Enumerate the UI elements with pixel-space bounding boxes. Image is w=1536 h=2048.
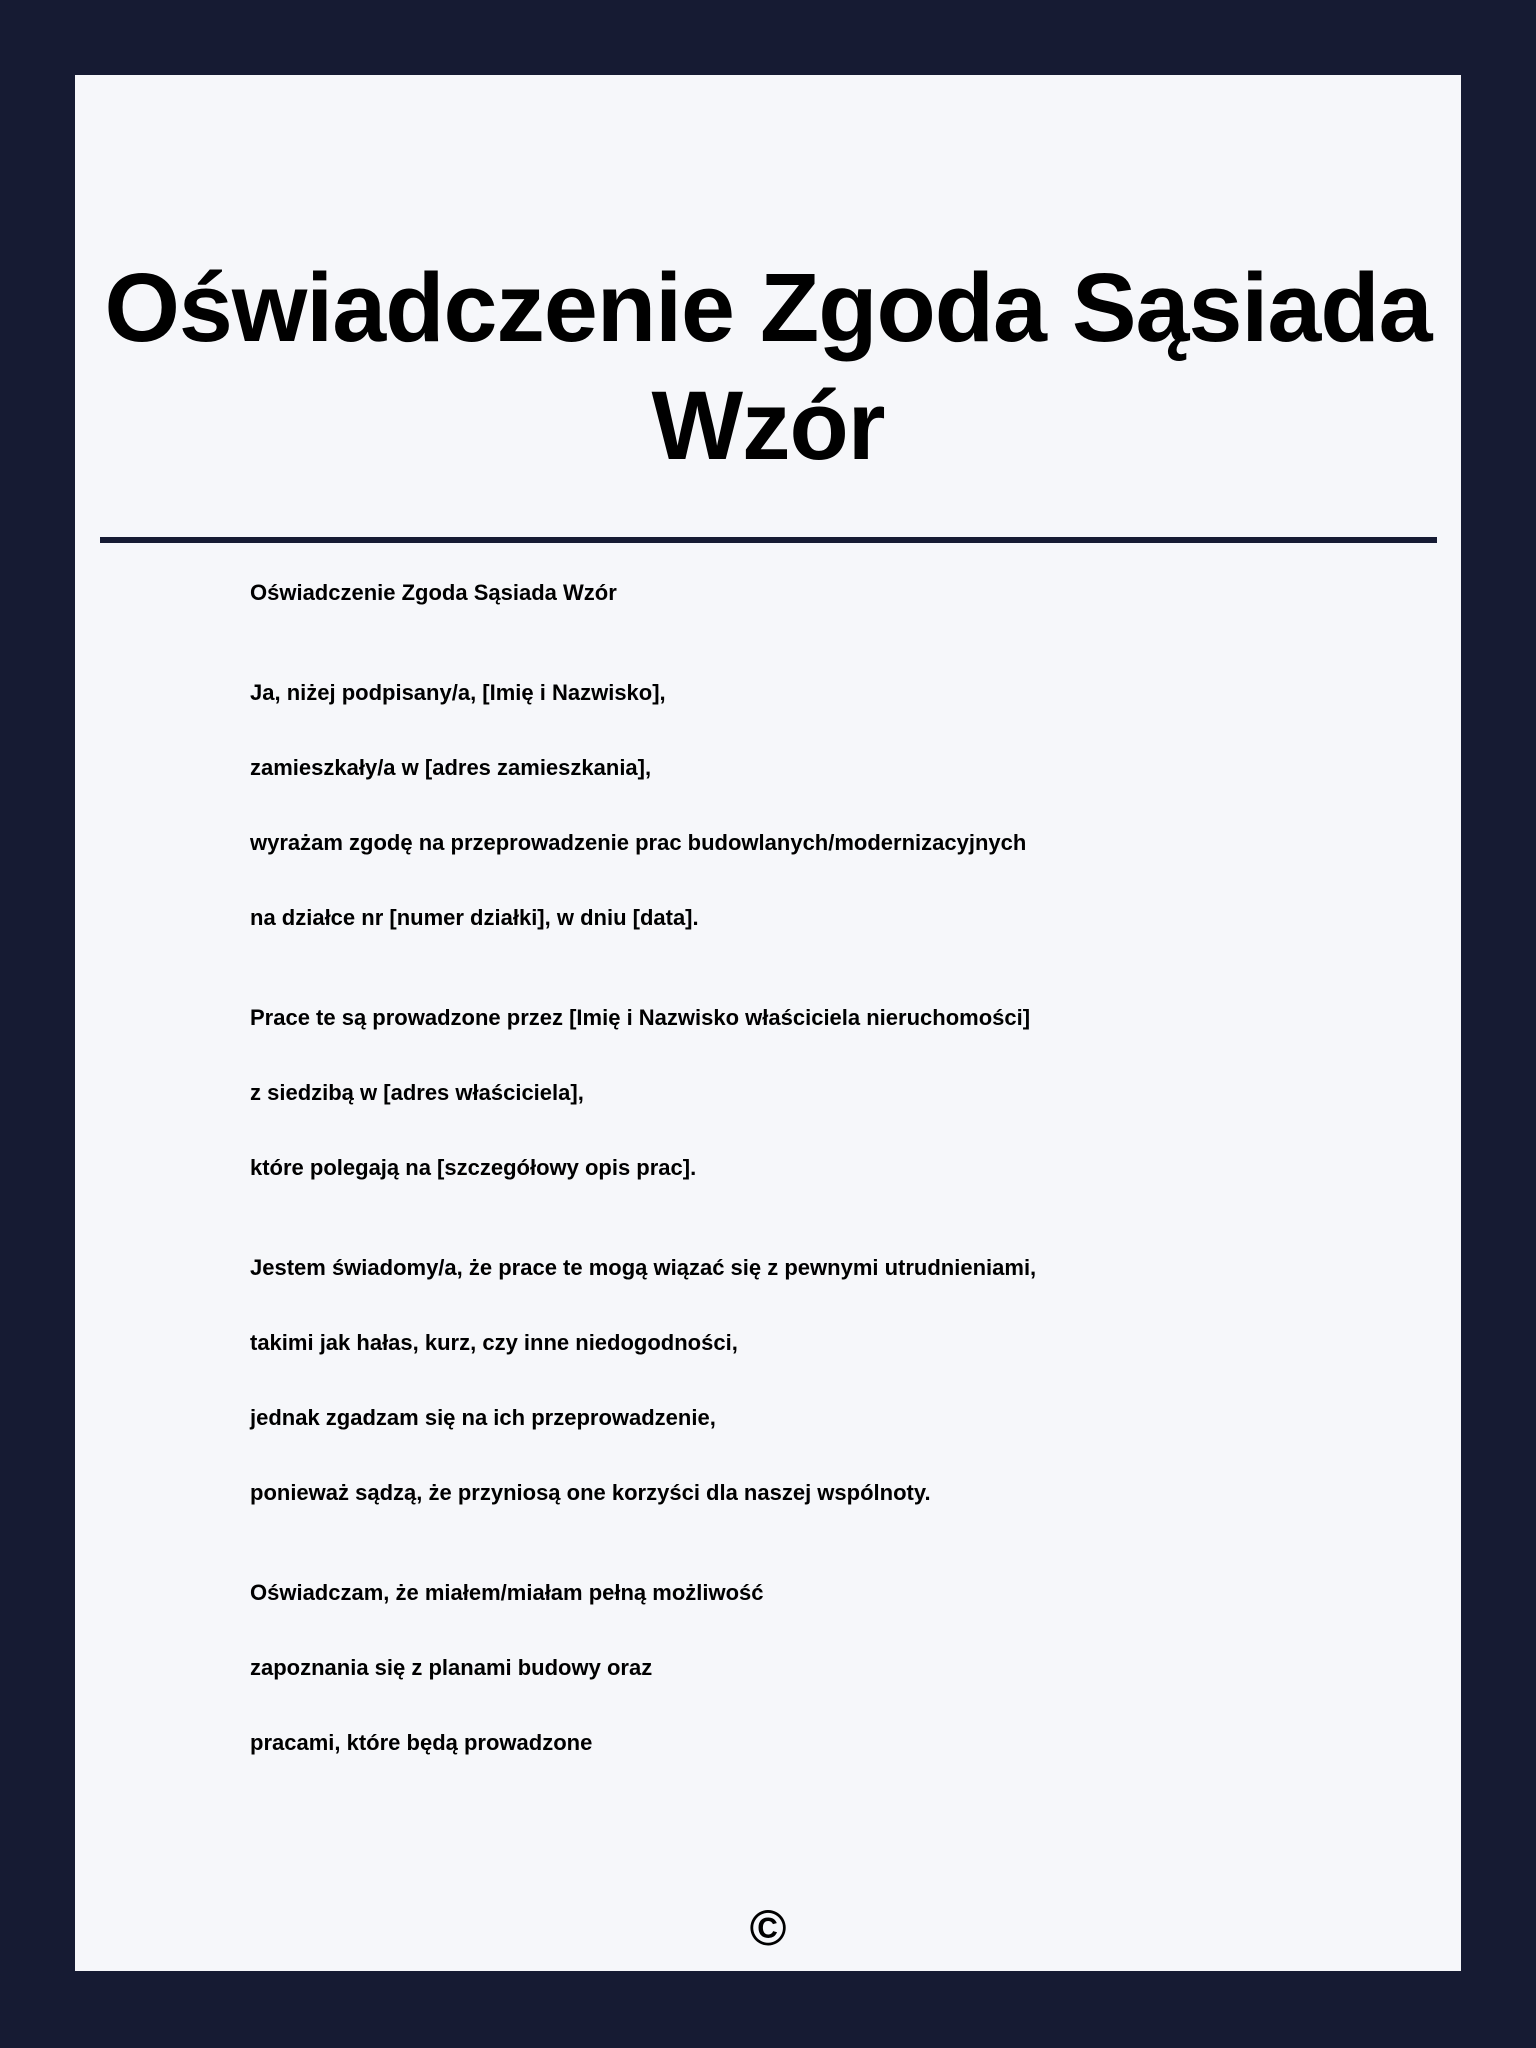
body-line: zamieszkały/a w [adres zamieszkania], bbox=[250, 755, 652, 780]
paragraph-declaration bbox=[250, 680, 1431, 931]
body-line: takimi jak hałas, kurz, czy inne niedogodności, bbox=[250, 1330, 738, 1355]
body-line: z siedzibą w [adres właściciela], bbox=[250, 1080, 584, 1105]
body-line: pracami, które będą prowadzone bbox=[250, 1730, 593, 1755]
paragraph-statement bbox=[250, 1580, 1431, 1756]
paragraph-heading bbox=[250, 580, 1431, 606]
body-line: wyrażam zgodę na przeprowadzenie prac budowlanych/modernizacyjnych bbox=[250, 830, 1027, 855]
body-line: Prace te są prowadzone przez [Imię i Nazwisko właściciela nieruchomości] bbox=[250, 1005, 1031, 1030]
body-line: zapoznania się z planami budowy oraz bbox=[250, 1655, 653, 1680]
paragraph-works bbox=[250, 1005, 1431, 1181]
body-line: jednak zgadzam się na ich przeprowadzenie, bbox=[250, 1405, 716, 1430]
body-line: które polegają na [szczegółowy opis prac]. bbox=[250, 1155, 697, 1180]
paragraph-awareness bbox=[250, 1255, 1431, 1506]
body-line: ponieważ sądzą, że przyniosą one korzyści dla naszej wspólnoty. bbox=[250, 1480, 931, 1505]
document-title-line1: Oświadczenie Zgoda Sąsiada bbox=[104, 253, 1432, 362]
document-title bbox=[35, 249, 1501, 485]
page-footer bbox=[75, 1900, 1461, 1956]
document-page bbox=[75, 75, 1461, 1971]
body-line: Oświadczam, że miałem/miałam pełną możliwość bbox=[250, 1580, 764, 1605]
body-line: Jestem świadomy/a, że prace te mogą wiązać się z pewnymi utrudnieniami, bbox=[250, 1255, 1037, 1280]
title-divider-rule bbox=[100, 537, 1437, 543]
copyright-icon: © bbox=[749, 1900, 787, 1956]
document-body bbox=[250, 580, 1431, 1830]
body-line: na działce nr [numer działki], w dniu [data]. bbox=[250, 905, 699, 930]
body-line: Oświadczenie Zgoda Sąsiada Wzór bbox=[250, 580, 617, 605]
body-line: Ja, niżej podpisany/a, [Imię i Nazwisko], bbox=[250, 680, 666, 705]
document-title-line2: Wzór bbox=[651, 371, 885, 480]
